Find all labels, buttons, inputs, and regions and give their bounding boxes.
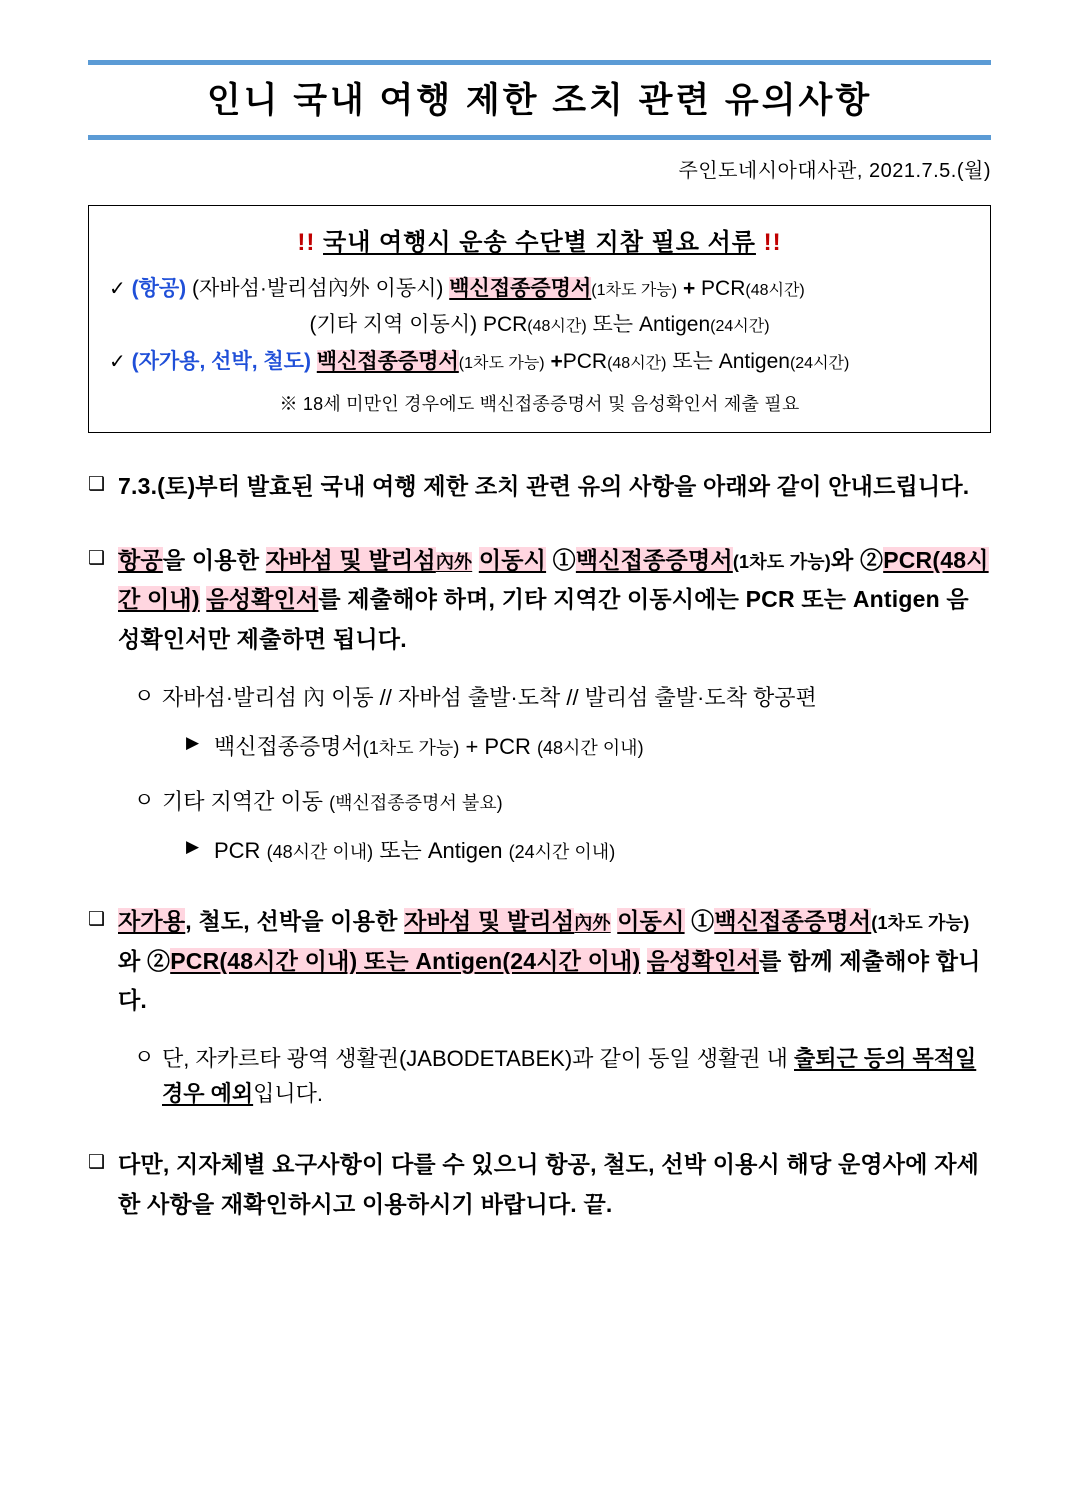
- air-other-antigen-note: (24시간): [710, 318, 770, 336]
- air-other-conj: 또는: [592, 313, 634, 337]
- air-other-pcr-note: (48시간): [527, 318, 587, 336]
- mode-air: (항공): [131, 276, 187, 300]
- square-bullet-icon-4: ❑: [88, 1152, 106, 1174]
- item3-sub1-a: 단, 자카르타 광역 생활권(JABODETABEK)과 같이 동일 생활권 내: [162, 1045, 788, 1071]
- body-item-2: [88, 541, 991, 660]
- body-item-2-sub-1-detail-text: [214, 729, 991, 764]
- body-item-3: [88, 902, 991, 1021]
- body-item-4-text: [118, 1145, 991, 1224]
- item2-pcr: PCR(48시간 이내): [118, 546, 989, 613]
- item3-vaccine: 백신접종증명서: [714, 908, 872, 935]
- notice-line-land: [109, 346, 970, 379]
- item3-sub1-c: 입니다.: [253, 1081, 323, 1107]
- square-bullet-icon-2: ❑: [88, 547, 106, 569]
- air-doc-vaccine-note: (1차도 가능): [591, 281, 678, 299]
- body-item-2-sub-2-text: [162, 784, 991, 819]
- item2-num1: ①: [552, 546, 576, 573]
- air-doc-vaccine: 백신접종증명서: [449, 276, 592, 300]
- item3-sub1-b: 출퇴근 등의 목적일 경우 예외: [162, 1045, 977, 1107]
- land-doc-antigen-note: (24시간): [789, 354, 850, 372]
- land-doc-vaccine: 백신접종증명서: [316, 349, 459, 373]
- circle-bullet-icon-2: ㅇ: [134, 788, 155, 812]
- square-bullet-icon-3: ❑: [88, 909, 106, 931]
- notice-box: [88, 205, 991, 434]
- land-doc-pcr: PCR: [562, 349, 608, 373]
- title-rule-bottom: [88, 135, 991, 140]
- circle-bullet-icon-3: ㅇ: [134, 1045, 155, 1069]
- item2-rest: 를 제출해야 하며, 기타 지역간 이동시에는 PCR 또는 Antigen 음성확인서만 제출하면 됩니다.: [118, 586, 969, 653]
- land-doc-vaccine-note: (1차도 가능): [458, 354, 545, 372]
- sub2-detail-a: PCR: [214, 838, 261, 864]
- title-rule-top: [88, 60, 991, 65]
- item2-air: 항공: [118, 546, 163, 573]
- sub2-a: 기타 지역간 이동: [162, 788, 323, 814]
- sub1-detail-d: (48시간 이내): [537, 737, 644, 758]
- body-item-2-sub-2-detail: [88, 833, 991, 868]
- body-item-2-sub-1-detail: [88, 729, 991, 764]
- air-plus: +: [682, 276, 696, 300]
- check-icon: ✓: [109, 277, 126, 300]
- air-other-scope: (기타 지역 이동시): [309, 313, 478, 337]
- body-item-2-sub-2: [88, 784, 991, 819]
- document-meta: 주인도네시아대사관, 2021.7.5.(월): [678, 159, 991, 182]
- item3-inout: 內外: [574, 913, 611, 934]
- sub1-detail-c: + PCR: [465, 733, 531, 759]
- warning-mark-left: !!: [297, 228, 316, 256]
- body-item-3-sub-1-text: [162, 1041, 991, 1111]
- item3-num2: ②: [147, 947, 171, 974]
- item2-move: 이동시: [478, 546, 547, 573]
- item3-and: 와: [118, 947, 141, 974]
- item2-inout: 內外: [435, 551, 473, 572]
- air-other-pcr: PCR: [482, 313, 528, 337]
- item4-main: 다만, 지자체별 요구사항이 다를 수 있으니 항공, 철도, 선박 이용시 해당 운영사에 자세한 사항을 재확인하시고 이용하시기 바랍니다.: [118, 1151, 980, 1217]
- item3-islands: 자바섬 및 발리섬: [404, 908, 575, 935]
- sub2-detail-d: (24시간 이내): [508, 842, 616, 863]
- item2-negative: 음성확인서: [206, 586, 319, 613]
- item3-pcr-antigen: PCR(48시간 이내) 또는 Antigen(24시간 이내): [170, 947, 641, 974]
- notice-heading: [109, 222, 970, 257]
- item2-vaccine: 백신접종증명서: [575, 546, 733, 573]
- item3-move: 이동시: [617, 908, 685, 935]
- item3-rest: 를 함께 제출해야 합니다.: [118, 947, 981, 1014]
- sub2-b: (백신접종증명서 불요): [329, 792, 503, 813]
- notice-line-air: [109, 273, 970, 306]
- body-item-2-sub-2-detail-text: [214, 833, 991, 868]
- air-doc-pcr: PCR: [701, 276, 746, 300]
- sub1-detail-b: (1차도 가능): [362, 737, 460, 758]
- notice-footnote: ※ 18세 미만인 경우에도 백신접종증명서 및 음성확인서 제출 필요: [279, 394, 800, 415]
- triangle-bullet-icon-2: ▶: [186, 837, 200, 857]
- warning-mark-right: !!: [763, 228, 782, 256]
- item3-seg2: , 철도, 선박을 이용한: [185, 908, 398, 935]
- item2-vaccine-note: (1차도 가능): [732, 551, 831, 572]
- square-bullet-icon: ❑: [88, 474, 106, 496]
- sub1-detail-a: 백신접종증명서: [214, 733, 363, 759]
- item2-num2: ②: [859, 546, 884, 573]
- item3-vaccine-note: (1차도 가능): [871, 913, 970, 934]
- body-item-2-sub-1: [88, 680, 991, 715]
- page-title: 인니 국내 여행 제한 조치 관련 유의사항: [206, 81, 873, 120]
- notice-heading-text: 국내 여행시 운송 수단별 지참 필요 서류: [323, 228, 756, 256]
- body-item-1-text: 7.3.(토)부터 발효된 국내 여행 제한 조치 관련 유의 사항을 아래와 같이 안내드립니다.: [118, 473, 970, 500]
- check-icon-2: ✓: [109, 350, 126, 373]
- body-item-4: [88, 1145, 991, 1224]
- air-other-antigen: Antigen: [638, 313, 711, 337]
- item2-and: 와: [830, 546, 854, 573]
- body-item-2-text: [118, 541, 991, 660]
- land-doc-antigen: Antigen: [718, 349, 790, 373]
- item2-seg2: 을 이용한: [162, 546, 260, 573]
- item4-end: 끝.: [583, 1190, 613, 1217]
- land-plus: +: [550, 349, 563, 373]
- item2-islands: 자바섬 및 발리섬: [265, 546, 436, 573]
- item3-car: 자가용: [118, 908, 186, 935]
- body-item-3-text: [118, 902, 991, 1021]
- item3-negative: 음성확인서: [646, 947, 760, 974]
- circle-bullet-icon: ㅇ: [134, 684, 155, 708]
- air-scope-text: (자바섬·발리섬內外 이동시): [192, 276, 444, 300]
- land-doc-pcr-note: (48시간): [607, 354, 667, 372]
- sub2-detail-c: 또는 Antigen: [379, 838, 503, 864]
- body-item-1: [88, 467, 991, 507]
- body-item-2-sub-1-text: 자바섬·발리섬 內 이동 // 자바섬 출발·도착 // 발리섬 출발·도착 항공편: [162, 684, 817, 710]
- mode-land: (자가용, 선박, 철도): [131, 349, 311, 373]
- item3-num1: ①: [691, 908, 715, 935]
- sub2-detail-b: (48시간 이내): [266, 842, 374, 863]
- body-item-3-sub-1: [88, 1041, 991, 1111]
- triangle-bullet-icon: ▶: [186, 732, 200, 752]
- notice-line-air-other: [109, 309, 970, 342]
- air-doc-pcr-note: (48시간): [745, 281, 805, 299]
- land-conj: 또는: [672, 349, 713, 373]
